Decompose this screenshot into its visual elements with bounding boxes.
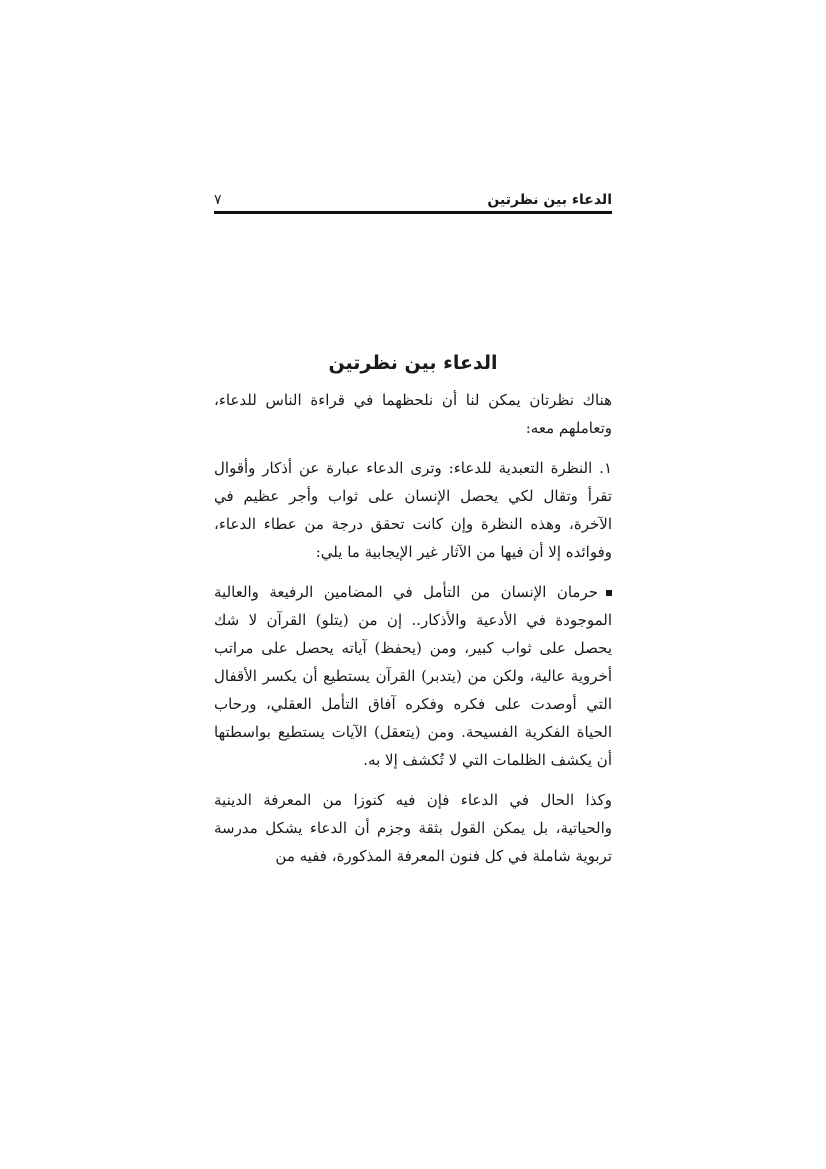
square-bullet-icon [606, 590, 612, 596]
running-title: الدعاء بين نظرتين [487, 192, 612, 208]
page-number: ٧ [214, 192, 222, 208]
bullet-item [214, 578, 612, 774]
closing-paragraph: وكذا الحال في الدعاء فإن فيه كنوزا من المعرفة الدينية والحياتية، بل يمكن القول بثقة وجزم أن الدعاء يشكل مدرسة تربوية شاملة في كل فنون المعرفة المذكورة، ففيه من [214, 791, 612, 865]
chapter-title: الدعاء بين نظرتين [328, 352, 498, 374]
bullet-text: حرمان الإنسان من التأمل في المضامين الرفيعة والعالية الموجودة في الأدعية والأذكار.. إن من (يتلو) القرآن لا شك يحصل على ثواب كبير، ومن (يحفظ) آياته يحصل على مراتب أخروية عالية، ولكن من (يتدبر) القرآن يستطيع أن يكسر الأقفال التي أوصدت على فكره وفكره آفاق التأمل العقلي، ورحاب الحياة الفكرية الفسيحة. ومن (يتعقل) الآيات يستطيع بواسطتها أن يكشف الظلمات التي لا تُكشف إلا به. [214, 583, 612, 769]
body-text [214, 340, 612, 882]
point-one-paragraph: ١. النظرة التعبدية للدعاء: وترى الدعاء عبارة عن أذكار وأقوال تقرأ وتقال لكي يحصل الإنسان على ثواب وأجر عظيم في الآخرة، وهذه النظرة وإن كانت تحقق درجة من عطاء الدعاء، وفوائده إلا أن فيها من الآثار غير الإيجابية ما يلي: [214, 459, 612, 561]
intro-paragraph: هناك نظرتان يمكن لنا أن نلحظهما في قراءة الناس للدعاء، وتعاملهم معه: [214, 391, 612, 437]
header-rule [214, 211, 612, 214]
